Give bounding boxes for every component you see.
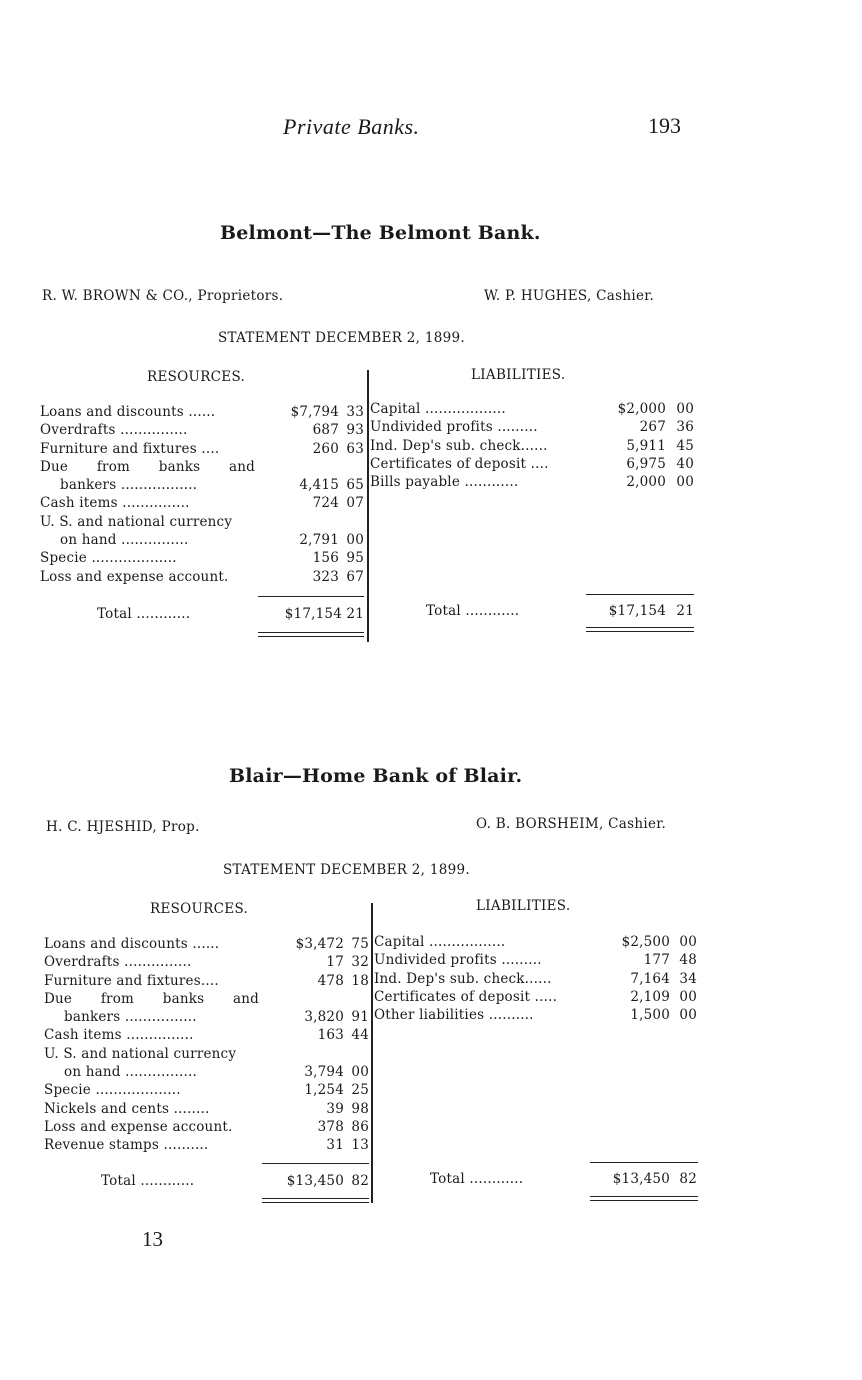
cashier-line: W. P. HUGHES, Cashier. [484, 288, 655, 304]
row-label: on hand ................ [64, 1064, 197, 1081]
row-cents: 00 [679, 1007, 697, 1024]
running-title: Private Banks. [283, 114, 420, 139]
resource-row [40, 532, 366, 550]
total-dollars: $17,154 [608, 603, 666, 619]
liability-row [370, 419, 696, 437]
row-cents: 91 [351, 1009, 369, 1026]
row-dollars: 31 [326, 1137, 344, 1154]
row-label: Overdrafts ............... [40, 422, 188, 439]
liability-row [374, 989, 699, 1007]
bank-title: Blair—Home Bank of Blair. [229, 765, 523, 787]
row-label: Revenue stamps .......... [44, 1137, 209, 1154]
row-dollars: 7,164 [630, 970, 670, 987]
row-dollars: $7,794 [290, 404, 339, 420]
row-cents: 13 [351, 1137, 369, 1154]
liabilities-table [370, 401, 696, 492]
row-label: Specie ................... [44, 1082, 181, 1099]
row-cents: 00 [346, 532, 364, 549]
row-cents: 18 [351, 972, 369, 989]
row-label: Cash items ............... [44, 1027, 194, 1044]
row-dollars: 6,975 [626, 455, 666, 472]
row-cents: 86 [351, 1118, 369, 1135]
row-dollars: 39 [326, 1100, 344, 1117]
row-label: bankers ................. [60, 477, 198, 494]
resource-row [44, 936, 371, 954]
row-dollars: 1,500 [630, 1007, 670, 1024]
row-cents: 48 [679, 952, 697, 969]
row-cents: 45 [676, 437, 694, 454]
row-label: Undivided profits ......... [370, 419, 538, 436]
row-dollars: 260 [312, 440, 339, 457]
statement-date: STATEMENT DECEMBER 2, 1899. [218, 330, 466, 346]
row-cents: 67 [346, 568, 364, 585]
row-cents: 32 [351, 954, 369, 971]
row-label: U. S. and national currency [40, 513, 233, 530]
row-label: Undivided profits ......... [374, 952, 542, 969]
proprietor-line: H. C. HJESHID, Prop. [46, 819, 200, 835]
row-cents: 00 [676, 474, 694, 491]
liabilities-heading: LIABILITIES. [476, 898, 571, 914]
double-rule [590, 1200, 698, 1201]
total-rule [258, 596, 364, 597]
resources-table [40, 404, 366, 587]
liabilities-total-row [374, 1171, 699, 1189]
liabilities-total-row [370, 603, 696, 621]
row-label: Loans and discounts ...... [44, 936, 220, 952]
total-rule [586, 594, 694, 595]
total-dollars: $13,450 [612, 1171, 670, 1187]
double-rule [586, 631, 694, 632]
row-cents: 00 [676, 401, 694, 417]
total-dollars: $13,450 [286, 1173, 344, 1189]
row-label: Loans and discounts ...... [40, 404, 216, 420]
proprietor-line: R. W. BROWN & CO., Proprietors. [42, 288, 284, 304]
row-label: Due from banks and [44, 990, 259, 1007]
resource-row [44, 1082, 371, 1100]
resource-row [40, 514, 366, 532]
double-rule [262, 1202, 369, 1203]
liability-row [374, 952, 699, 970]
row-label: Loss and expense account. [40, 568, 229, 585]
row-dollars: $2,000 [617, 401, 666, 417]
row-dollars: 2,791 [299, 532, 339, 549]
resource-row [40, 550, 366, 568]
total-label: Total ............ [430, 1171, 524, 1187]
row-dollars: 156 [312, 550, 339, 567]
row-label: Furniture and fixtures.... [44, 972, 219, 989]
resource-row [44, 973, 371, 991]
row-label: Nickels and cents ........ [44, 1100, 210, 1117]
row-dollars: 4,415 [299, 477, 339, 494]
total-cents: 21 [676, 603, 694, 619]
row-dollars: 3,820 [304, 1009, 344, 1026]
bank-title: Belmont—The Belmont Bank. [220, 222, 541, 244]
column-divider [371, 903, 373, 1203]
resource-row [40, 495, 366, 513]
liability-row [374, 1007, 699, 1025]
row-label: Certificates of deposit .... [370, 455, 549, 472]
total-dollars: $17,154 [284, 606, 342, 622]
double-rule [258, 636, 364, 637]
resources-total-row [44, 1173, 371, 1191]
liability-row [374, 971, 699, 989]
row-label: Specie ................... [40, 550, 177, 567]
resources-total-row [40, 606, 366, 624]
total-rule [590, 1162, 698, 1163]
total-label: Total ............ [426, 603, 520, 619]
liability-row [370, 456, 696, 474]
row-dollars: 378 [317, 1118, 344, 1135]
row-dollars: 687 [312, 422, 339, 439]
signature-mark: 13 [142, 1227, 163, 1251]
row-label: Bills payable ............ [370, 474, 519, 491]
row-cents: 65 [346, 477, 364, 494]
resource-row [44, 1101, 371, 1119]
row-dollars: 5,911 [626, 437, 666, 454]
resource-row [40, 422, 366, 440]
row-label: Ind. Dep's sub. check...... [370, 437, 548, 454]
resource-row [40, 569, 366, 587]
resources-heading: RESOURCES. [150, 901, 249, 917]
resource-row [44, 1119, 371, 1137]
row-cents: 07 [346, 495, 364, 512]
row-dollars: 17 [326, 954, 344, 971]
total-cents: 82 [679, 1171, 697, 1187]
row-label: Capital ................. [374, 934, 506, 950]
resource-row [40, 459, 366, 477]
row-label: Other liabilities .......... [374, 1007, 534, 1024]
row-dollars: 177 [643, 952, 670, 969]
double-rule [262, 1198, 369, 1199]
row-cents: 33 [346, 404, 364, 420]
row-cents: 95 [346, 550, 364, 567]
row-dollars: 2,109 [630, 988, 670, 1005]
row-cents: 98 [351, 1100, 369, 1117]
liability-row [370, 438, 696, 456]
row-label: on hand ............... [60, 532, 189, 549]
row-label: Cash items ............... [40, 495, 190, 512]
liability-row [374, 934, 699, 952]
double-rule [586, 627, 694, 628]
total-rule [262, 1163, 369, 1164]
double-rule [258, 632, 364, 633]
row-label: Furniture and fixtures .... [40, 440, 220, 457]
resource-row [44, 1009, 371, 1027]
total-label: Total ............ [101, 1173, 195, 1189]
row-cents: 34 [679, 970, 697, 987]
row-cents: 00 [351, 1064, 369, 1081]
row-dollars: 323 [312, 568, 339, 585]
row-cents: 75 [351, 936, 369, 952]
row-cents: 25 [351, 1082, 369, 1099]
row-cents: 00 [679, 988, 697, 1005]
resources-heading: RESOURCES. [147, 369, 246, 385]
resource-row [44, 1137, 371, 1155]
resource-row [44, 991, 371, 1009]
double-rule [590, 1196, 698, 1197]
row-label: Overdrafts ............... [44, 954, 192, 971]
row-dollars: 163 [317, 1027, 344, 1044]
row-label: Capital .................. [370, 401, 506, 417]
resource-row [40, 441, 366, 459]
row-label: Ind. Dep's sub. check...... [374, 970, 552, 987]
row-dollars: $2,500 [621, 934, 670, 950]
row-cents: 93 [346, 422, 364, 439]
row-cents: 40 [676, 455, 694, 472]
row-cents: 36 [676, 419, 694, 436]
statement-date: STATEMENT DECEMBER 2, 1899. [223, 862, 471, 878]
row-cents: 44 [351, 1027, 369, 1044]
row-dollars: 2,000 [626, 474, 666, 491]
row-dollars: 267 [639, 419, 666, 436]
row-dollars: 1,254 [304, 1082, 344, 1099]
resource-row [44, 1046, 371, 1064]
cashier-line: O. B. BORSHEIM, Cashier. [476, 816, 667, 832]
total-cents: 21 [346, 606, 364, 622]
resource-row [40, 404, 366, 422]
resource-row [44, 954, 371, 972]
total-label: Total ............ [97, 606, 191, 622]
resource-row [44, 1064, 371, 1082]
row-label: Loss and expense account. [44, 1118, 233, 1135]
column-divider [367, 370, 369, 642]
row-label: Certificates of deposit ..... [374, 988, 558, 1005]
resource-row [44, 1027, 371, 1045]
row-label: Due from banks and [40, 458, 255, 475]
resources-table [44, 936, 371, 1156]
liability-row [370, 474, 696, 492]
row-cents: 63 [346, 440, 364, 457]
liability-row [370, 401, 696, 419]
liabilities-table [374, 934, 699, 1025]
total-cents: 82 [351, 1173, 369, 1189]
row-label: U. S. and national currency [44, 1045, 237, 1062]
resource-row [40, 477, 366, 495]
row-dollars: $3,472 [295, 936, 344, 952]
row-cents: 00 [679, 934, 697, 950]
row-dollars: 478 [317, 972, 344, 989]
row-dollars: 724 [312, 495, 339, 512]
row-dollars: 3,794 [304, 1064, 344, 1081]
row-label: bankers ................ [64, 1009, 197, 1026]
liabilities-heading: LIABILITIES. [471, 367, 566, 383]
page-number: 193 [648, 113, 681, 138]
